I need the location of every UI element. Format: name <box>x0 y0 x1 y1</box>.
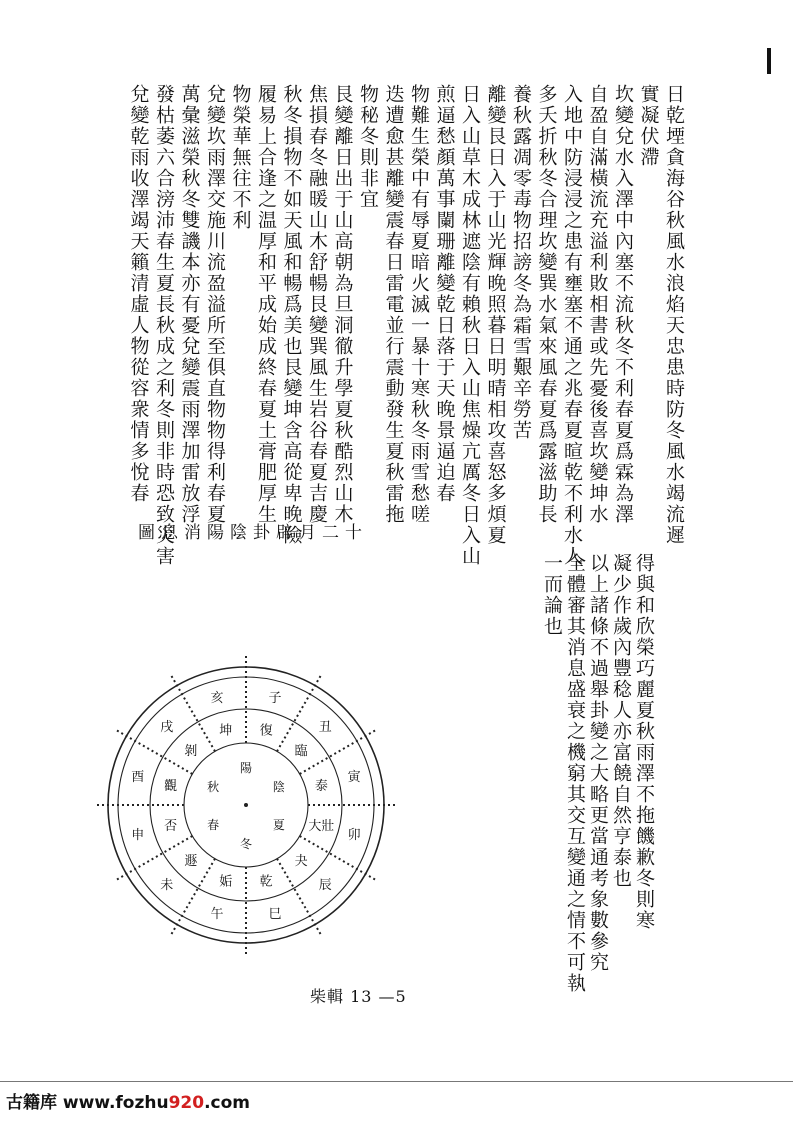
diagram-sector-label: 復 <box>259 723 273 739</box>
diagram-spoke <box>300 836 378 881</box>
text-column: 物榮華無往不利 <box>229 84 252 231</box>
diagram-sector-label: 臨 <box>294 743 308 759</box>
diagram-sector-branch: 丑 <box>318 719 332 735</box>
page-edge-mark <box>767 48 771 74</box>
text-column: 迭遭愈甚離變震春日雷電並行震動發生夏秋雷拖 <box>382 84 405 525</box>
diagram-sector-branch: 亥 <box>210 690 224 706</box>
text-column: 履易上合逢之温厚和平成始成終春夏土膏肥厚生 <box>255 84 277 525</box>
folio-label: 柴輯 13 —5 <box>310 987 407 1006</box>
text-column: 多夭折秋冬合理坎變巽水氣來風春夏爲露滋助長 <box>535 84 558 525</box>
footer-site-watermark[interactable] <box>6 1088 250 1113</box>
diagram-sector-label: 夬 <box>294 854 308 870</box>
diagram-sector-label: 乾 <box>259 874 273 890</box>
diagram-sector-branch: 酉 <box>131 770 145 786</box>
text-column: 艮變離日出于山高朝為旦洞徹升學夏秋酷烈山木 <box>331 84 354 525</box>
text-column: 日乾堙貪海谷秋風水浪焰天忠患時防冬風水竭流遲 <box>663 84 685 546</box>
diagram-title: 十二月辟卦陰陽消息圖 <box>138 523 368 543</box>
diagram-inner-label: 秋 <box>207 780 220 794</box>
side-text-column: 全體審其消息盛衰之機窮其交互變通之情不可執 <box>564 553 586 994</box>
diagram-sector-label: 觀 <box>164 778 178 794</box>
diagram-center-dot <box>244 803 248 807</box>
text-column: 物難生榮中有辱夏暗火滅一暴十寒秋冬雨雪愁嗟 <box>408 84 430 525</box>
diagram-sector-label: 否 <box>164 819 178 835</box>
footer-site-accent: 920 <box>168 1093 205 1113</box>
diagram-sector-branch: 子 <box>268 690 282 706</box>
side-text-column: 以上諸條不過舉卦變之大略更當通考象數參究 <box>587 553 609 973</box>
footer-site-suffix: .com <box>204 1093 251 1113</box>
footer-divider <box>0 1081 793 1082</box>
diagram-sector-branch: 午 <box>210 907 224 923</box>
diagram-sector-label: 坤 <box>219 723 233 739</box>
text-column: 實凝伏滯 <box>637 84 660 168</box>
diagram-sector-label: 泰 <box>314 778 328 794</box>
diagram-spoke <box>114 836 192 881</box>
text-column: 養秋露凋零毒物招謗冬為霜雪艱辛勞苦 <box>510 84 532 441</box>
text-column: 離變艮日入于山光輝晚照暮日明晴相攻喜怒多煩夏 <box>484 84 507 546</box>
text-column: 自盈自滿橫流充溢利敗相書或先憂後喜坎變坤水 <box>586 84 609 525</box>
diagram-inner-label: 陰 <box>272 780 285 794</box>
text-column: 發枯萎六合滂沛春生夏長秋成之利冬則非時恐致災害 <box>153 84 175 567</box>
text-column: 萬彙滋榮秋冬雙譏本亦有憂兌變震雨澤加雷放浮 <box>178 84 201 525</box>
diagram-sector-branch: 申 <box>131 827 145 843</box>
diagram-spoke <box>300 729 378 774</box>
text-column: 兌變坎雨澤交施川流盈溢所至俱直物物得利春夏 <box>204 84 226 525</box>
text-column: 秋冬損物不如天風和暢爲美也艮變坤含高從卑晚險 <box>280 84 303 546</box>
diagram-sector-label: 剝 <box>184 743 198 759</box>
text-column: 日入山草木成林遮陰有賴秋日入山焦燥亢厲冬日入山 <box>459 84 481 567</box>
side-text-column: 得與和欣榮巧麗夏秋雨澤不拖饑歉冬則寒 <box>633 553 655 931</box>
diagram-inner-label: 冬 <box>239 837 253 851</box>
text-column: 兌變乾雨收澤竭天籟清虛人物從容衆情多悅春 <box>127 84 150 504</box>
diagram-inner-label: 夏 <box>272 818 285 832</box>
text-column: 焦損春冬融暖山木舒暢艮變巽風生岩谷春夏吉慶 <box>306 84 328 525</box>
side-text-column: 凝少作歲內豐稔人亦富饒自然亨泰也 <box>610 553 632 889</box>
text-column: 坎變兌水入澤中內塞不流秋冬不利春夏爲霖為澤 <box>612 84 634 525</box>
diagram-sector-branch: 寅 <box>347 770 361 786</box>
text-column: 煎逼愁顏萬事闌珊離變乾日落于天晚景逼迫春 <box>433 84 456 504</box>
diagram-inner-label: 陽 <box>239 761 253 775</box>
diagram-sector-branch: 辰 <box>318 878 332 894</box>
diagram-sector-branch: 未 <box>160 878 174 894</box>
side-text-column: 一而論也 <box>541 553 563 637</box>
diagram-sector-branch: 戌 <box>160 719 174 735</box>
diagram-sector-branch: 卯 <box>347 827 361 843</box>
diagram-spoke <box>277 859 322 937</box>
diagram-sector-label: 姤 <box>219 874 233 890</box>
diagram-sector-branch: 巳 <box>268 907 282 923</box>
diagram-spoke <box>114 729 192 774</box>
twelve-hexagram-circle-diagram <box>96 655 396 955</box>
diagram-sector-label: 遯 <box>184 854 198 870</box>
text-column: 入地中防浸浸之患有壅塞不通之兆春夏暄乾不利水人 <box>561 84 583 567</box>
footer-site-prefix: 古籍库 www.fozhu <box>6 1093 169 1113</box>
diagram-spoke <box>277 673 322 751</box>
diagram-spoke <box>170 673 215 751</box>
text-column: 物秘冬則非宜 <box>357 84 379 210</box>
diagram-sector-label: 大壯 <box>308 819 335 835</box>
diagram-inner-label: 春 <box>207 818 220 832</box>
diagram-spoke <box>170 859 215 937</box>
